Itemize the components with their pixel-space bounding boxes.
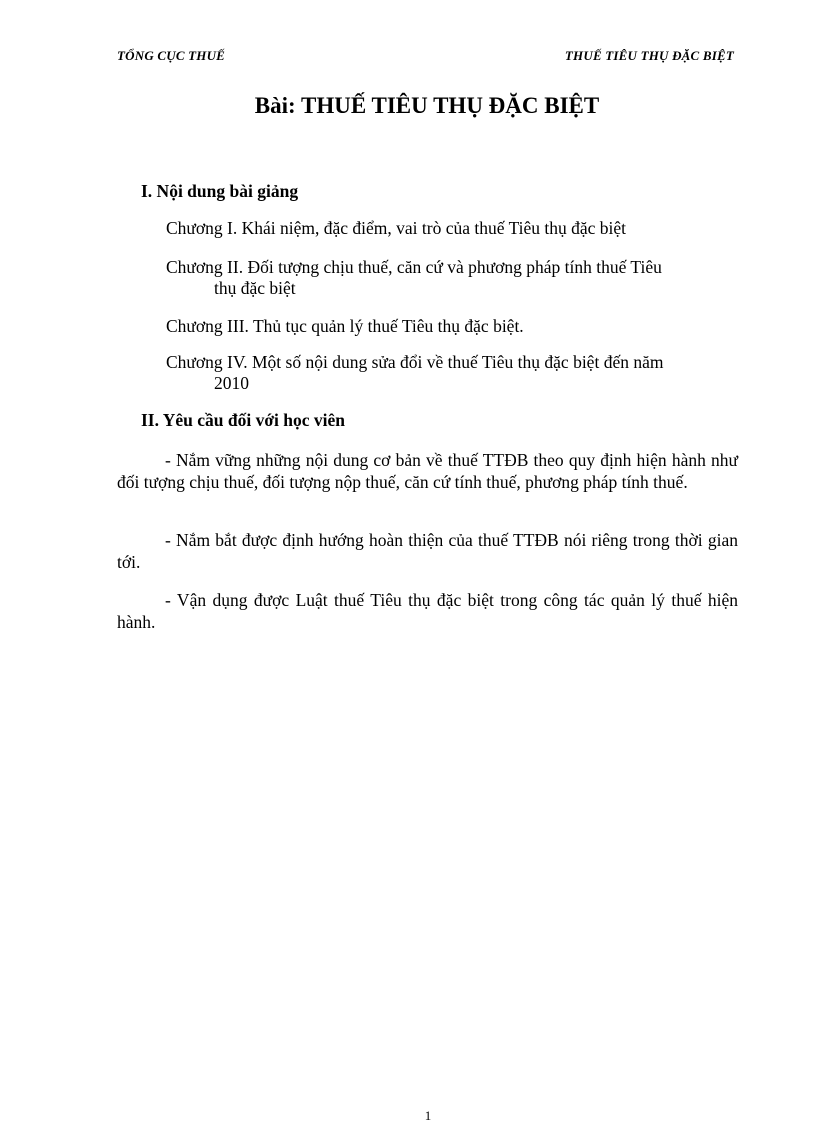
- chapter-item-2-line2: thụ đặc biệt: [214, 278, 296, 298]
- requirement-item-1: - Nắm vững những nội dung cơ bản về thuế TTĐB theo quy định hiện hành như đối tượng chịu thuế, đối tượng nộp thuế, căn cứ tính thuế, phương pháp tính thuế.: [117, 450, 738, 492]
- chapter-item-4-line2: 2010: [214, 373, 249, 393]
- page-title: Bài: THUẾ TIÊU THỤ ĐẶC BIỆT: [254, 93, 600, 118]
- requirement-item-3: - Vận dụng được Luật thuế Tiêu thụ đặc biệt trong công tác quản lý thuế hiện hành.: [117, 590, 738, 632]
- section-heading-content: I. Nội dung bài giảng: [141, 181, 299, 201]
- header-left: TỔNG CỤC THUẾ: [117, 48, 226, 63]
- chapter-item-2-line1: Chương II. Đối tượng chịu thuế, căn cứ và phương pháp tính thuế Tiêu: [166, 257, 662, 277]
- chapter-item-4: [166, 352, 738, 394]
- section-heading-requirements: II. Yêu cầu đối với học viên: [141, 410, 345, 430]
- requirement-item-2: - Nắm bắt được định hướng hoàn thiện của thuế TTĐB nói riêng trong thời gian tới.: [117, 530, 738, 572]
- chapter-item-2: [166, 257, 738, 299]
- header-right: THUẾ TIÊU THỤ ĐẶC BIỆT: [564, 48, 734, 63]
- chapter-item-4-line1: Chương IV. Một số nội dung sửa đổi về thuế Tiêu thụ đặc biệt đến năm: [166, 352, 664, 372]
- chapter-item-1-line1: Chương I. Khái niệm, đặc điểm, vai trò của thuế Tiêu thụ đặc biệt: [166, 218, 627, 238]
- chapter-item-3: [166, 316, 738, 337]
- chapter-item-3-line1: Chương III. Thủ tục quản lý thuế Tiêu thụ đặc biệt.: [166, 316, 524, 336]
- page-number: 1: [424, 1108, 432, 1123]
- chapter-item-1: [166, 218, 738, 239]
